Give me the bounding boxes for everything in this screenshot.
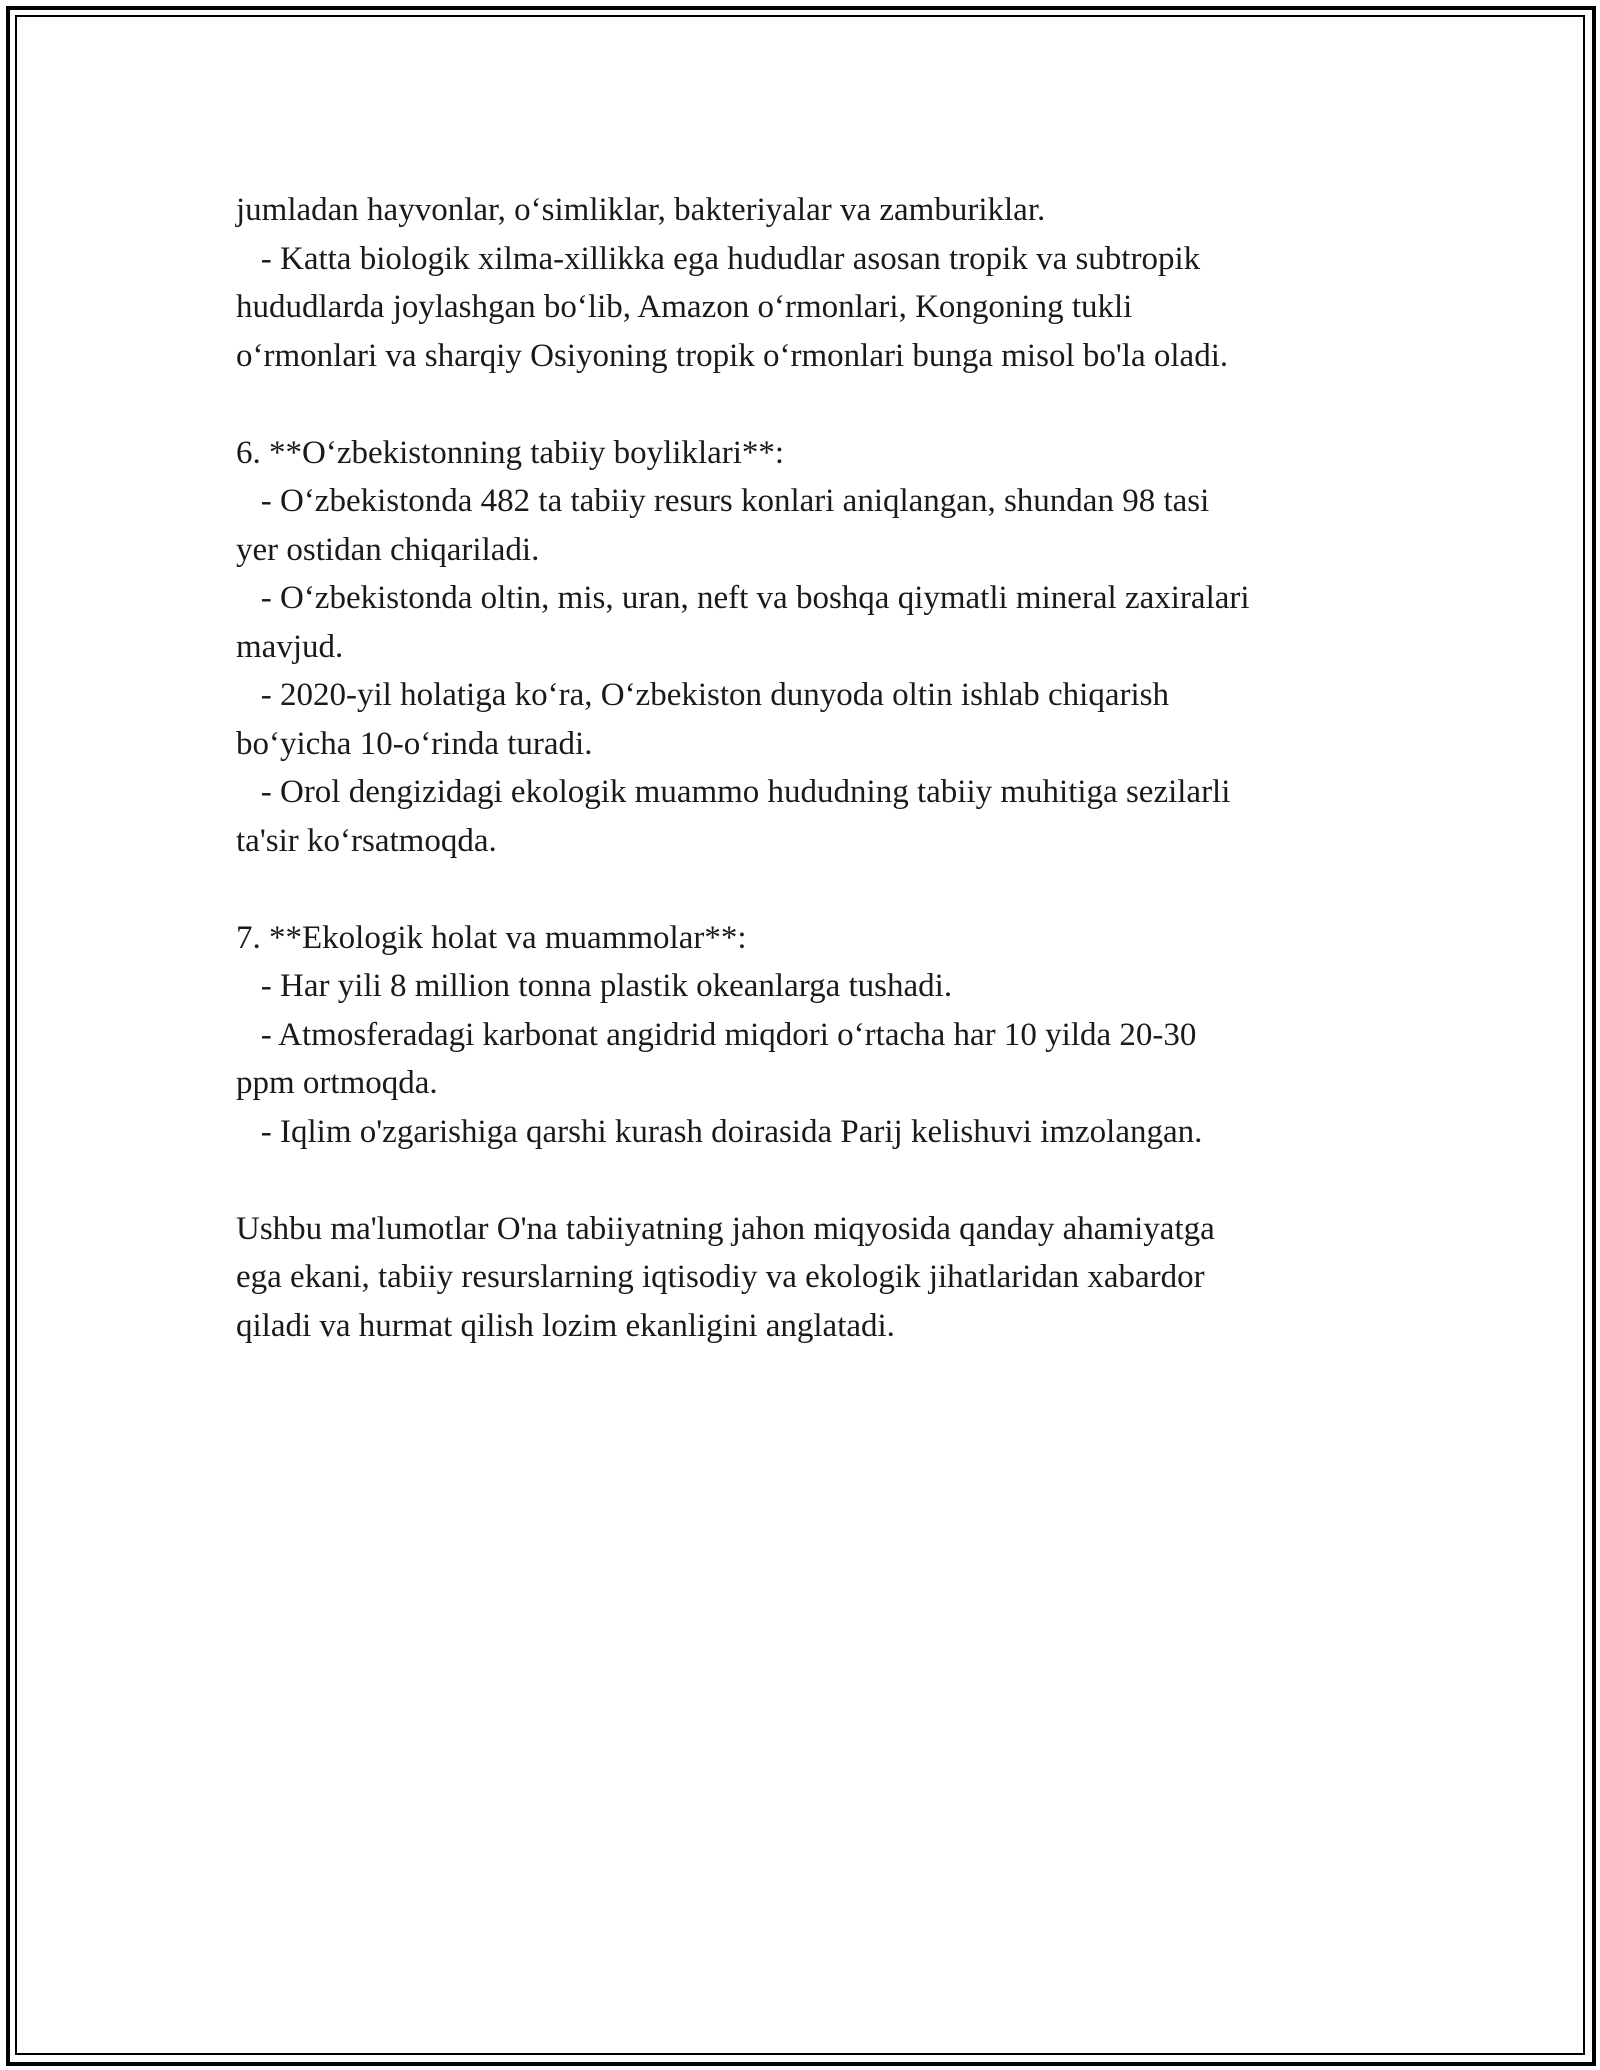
text-line: jumladan hayvonlar, o‘simliklar, bakteriyalar va zamburiklar. — [236, 192, 1046, 228]
text-line: ega ekani, tabiiy resurslarning iqtisodiy va ekologik jihatlaridan xabardor — [236, 1259, 1205, 1295]
text-line: ta'sir ko‘rsatmoqda. — [236, 822, 497, 859]
paragraph-gap — [236, 380, 1396, 429]
section-heading: 6. **O‘zbekistonning tabiiy boyliklari**: — [236, 434, 785, 471]
text-line: - Har yili 8 million tonna plastik okeanlarga tushadi. — [236, 968, 953, 1004]
text-line: - Iqlim o'zgarishiga qarshi kurash doirasida Parij kelishuvi imzolangan. — [236, 1113, 1203, 1150]
document-body — [236, 186, 1396, 1350]
text-line: hududlarda joylashgan bo‘lib, Amazon o‘rmonlari, Kongoning tukli — [236, 289, 1133, 325]
text-line: bo‘yicha 10-o‘rinda turadi. — [236, 725, 593, 762]
paragraph-gap — [236, 1156, 1396, 1205]
text-line: o‘rmonlari va sharqiy Osiyoning tropik o‘rmonlari bunga misol bo'la oladi. — [236, 337, 1229, 374]
text-line: - 2020-yil holatiga ko‘ra, O‘zbekiston dunyoda oltin ishlab chiqarish — [236, 677, 1169, 713]
section-heading: 7. **Ekologik holat va muammolar**: — [236, 919, 747, 956]
text-line: - Orol dengizidagi ekologik muammo hududning tabiiy muhitiga sezilarli — [236, 774, 1231, 810]
text-line: ppm ortmoqda. — [236, 1065, 438, 1101]
text-line: yer ostidan chiqariladi. — [236, 531, 540, 568]
text-line: - Atmosferadagi karbonat angidrid miqdori o‘rtacha har 10 yilda 20-30 — [236, 1016, 1197, 1053]
text-line: - Katta biologik xilma-xillikka ega hududlar asosan tropik va subtropik — [236, 240, 1201, 277]
text-line: qiladi va hurmat qilish lozim ekanligini anglatadi. — [236, 1307, 895, 1344]
text-line: - O‘zbekistonda 482 ta tabiiy resurs konlari aniqlangan, shundan 98 tasi — [236, 483, 1210, 519]
paragraph-gap — [236, 865, 1396, 914]
text-line: - O‘zbekistonda oltin, mis, uran, neft va boshqa qiymatli mineral zaxiralari — [236, 580, 1250, 616]
text-line: Ushbu ma'lumotlar O'na tabiiyatning jahon miqyosida qanday ahamiyatga — [236, 1210, 1215, 1247]
text-line: mavjud. — [236, 628, 344, 665]
